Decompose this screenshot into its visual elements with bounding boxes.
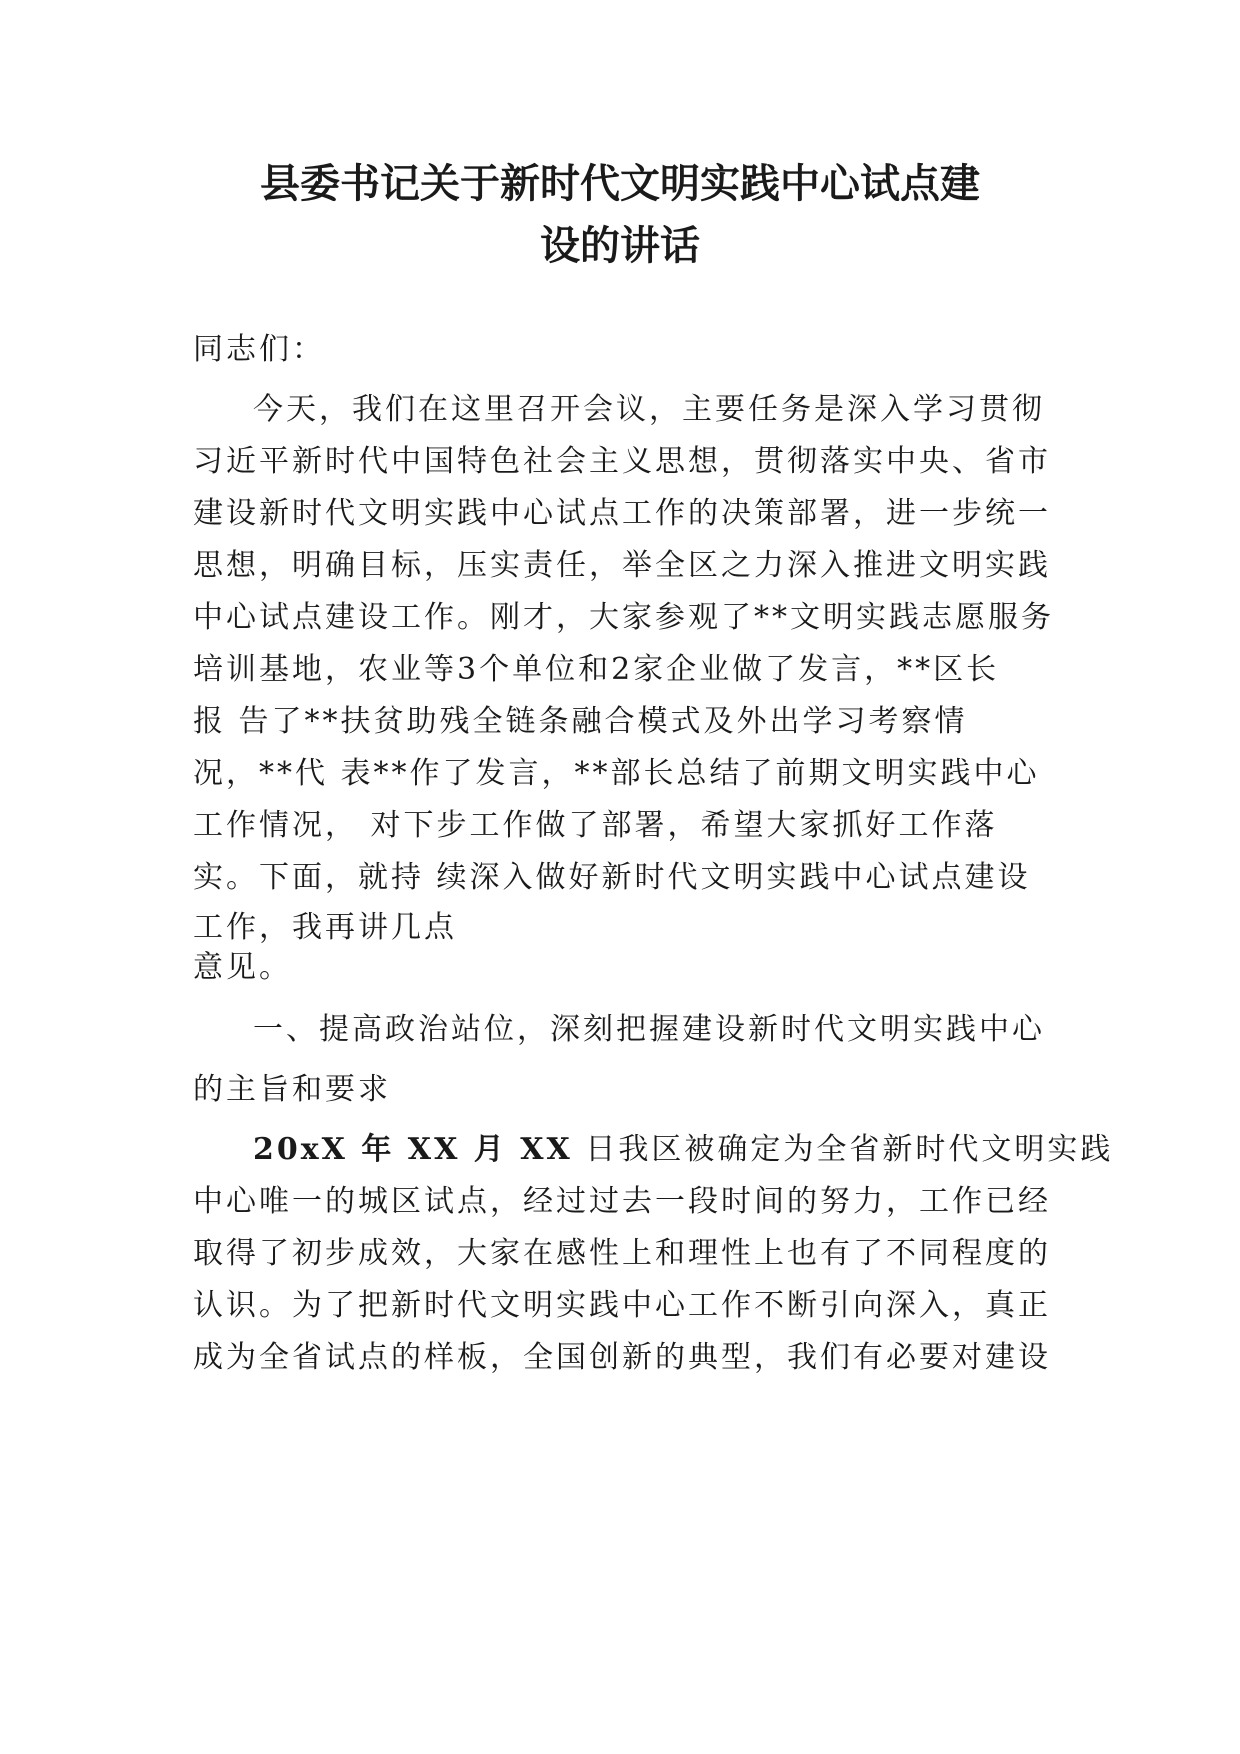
paragraph-1-line: 报 告了**扶贫助残全链条融合模式及外出学习考察情 <box>193 704 968 739</box>
paragraph-1-line: 中心试点建设工作。刚才，大家参观了**文明实践志愿服务 <box>193 600 1054 635</box>
paragraph-2-first-line <box>253 1130 1113 1170</box>
paragraph-1-line: 意见。 <box>193 950 292 985</box>
paragraph-1-line: 习近平新时代中国特色社会主义思想，贯彻落实中央、省市 <box>193 444 1051 479</box>
paragraph-2-line: 中心唯一的城区试点，经过过去一段时间的努力，工作已经 <box>193 1184 1051 1219</box>
paragraph-1-line: 工作情况， 对下步工作做了部署，希望大家抓好工作落 <box>193 808 998 843</box>
paragraph-1-line: 今天，我们在这里召开会议，主要任务是深入学习贯彻 <box>253 392 1045 427</box>
paragraph-2-line: 认识。为了把新时代文明实践中心工作不断引向深入，真正 <box>193 1288 1051 1323</box>
paragraph-1-line: 况，**代 表**作了发言，**部长总结了前期文明实践中心 <box>193 756 1040 791</box>
paragraph-2-date: 20xX 年 XX 月 XX <box>253 1132 573 1167</box>
salutation: 同志们： <box>193 332 325 367</box>
document-title-line-2: 设的讲话 <box>540 223 700 269</box>
paragraph-1-line: 建设新时代文明实践中心试点工作的决策部署，进一步统一 <box>193 496 1051 531</box>
paragraph-1-line: 实。下面，就持 续深入做好新时代文明实践中心试点建设 <box>193 860 1031 895</box>
paragraph-1-line: 工作，我再讲几点 <box>193 910 457 945</box>
paragraph-2-first-line-text: 日我区被确定为全省新时代文明实践 <box>572 1132 1114 1167</box>
paragraph-1-line: 培训基地，农业等3个单位和2家企业做了发言，**区长 <box>193 652 1000 687</box>
paragraph-1-line: 思想，明确目标，压实责任，举全区之力深入推进文明实践 <box>193 548 1051 583</box>
paragraph-2-line: 成为全省试点的样板，全国创新的典型，我们有必要对建设 <box>193 1340 1051 1375</box>
section-1-heading-line: 一、提高政治站位，深刻把握建设新时代文明实践中心 <box>253 1012 1045 1047</box>
section-1-heading-line: 的主旨和要求 <box>193 1072 391 1107</box>
document-title-line-1: 县委书记关于新时代文明实践中心试点建 <box>260 161 980 207</box>
paragraph-2-line: 取得了初步成效，大家在感性上和理性上也有了不同程度的 <box>193 1236 1051 1271</box>
